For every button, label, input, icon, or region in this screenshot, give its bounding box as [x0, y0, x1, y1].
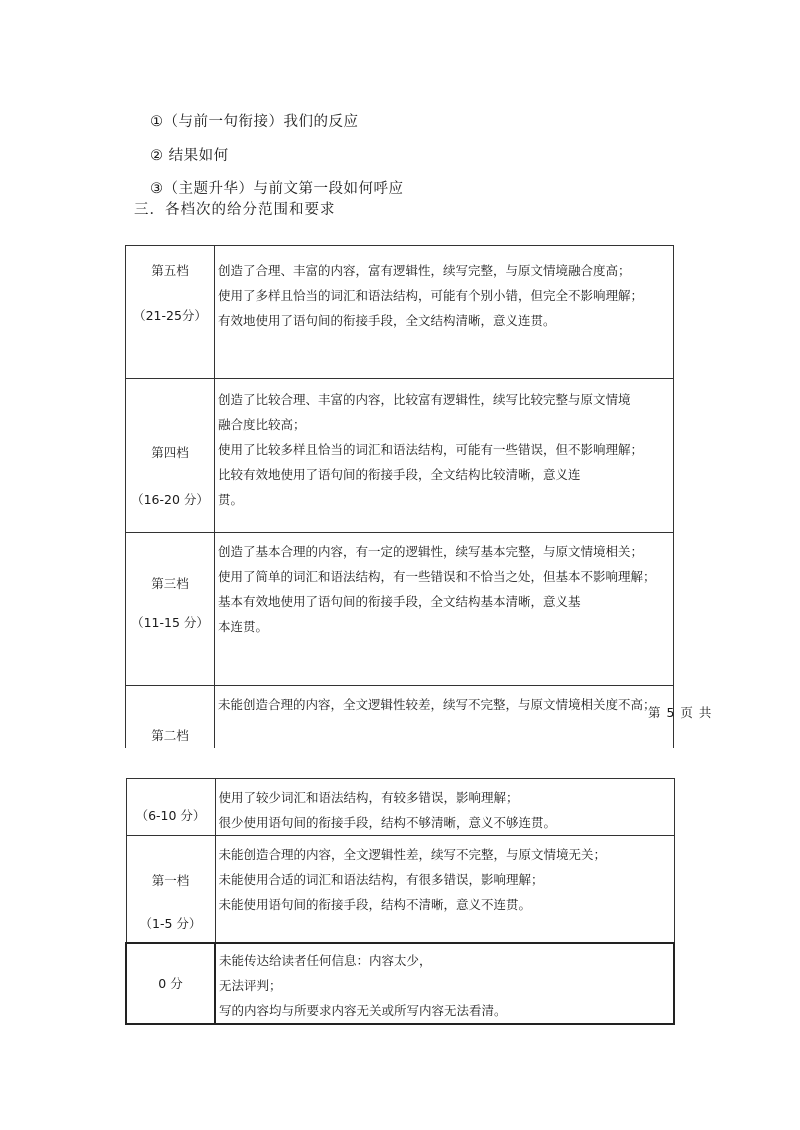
page-footer: 第 5 页 共	[648, 705, 713, 720]
level-range: （11-15 分）	[131, 615, 209, 630]
description-cell	[215, 246, 674, 379]
description-line: 创造了基本合理的内容，有一定的逻辑性，续写基本完整，与原文情境相关；	[218, 544, 644, 559]
level-name: 第五档	[151, 263, 189, 278]
description-cell	[215, 686, 674, 748]
table-row	[126, 379, 674, 533]
rubric-table-part2	[125, 778, 675, 1025]
description-cell	[215, 533, 674, 686]
description-line: 无法评判；	[219, 977, 282, 993]
rubric-table-part1	[125, 245, 674, 748]
level-name: 第三档	[151, 576, 189, 591]
description-line: 未能创造合理的内容，全文逻辑性较差，续写不完整，与原文情境相关度不高；	[218, 697, 656, 712]
level-cell	[126, 533, 215, 686]
description-line: 未能传达给读者任何信息：内容太少，	[219, 952, 432, 968]
table-row	[126, 686, 674, 748]
description-cell	[215, 779, 674, 836]
description-line: 贯。	[218, 492, 244, 507]
description-line: 创造了比较合理、丰富的内容，比较富有逻辑性，续写比较完整与原文情境	[218, 392, 631, 407]
description-cell	[215, 379, 674, 533]
level-name: 第四档	[151, 444, 189, 460]
level-cell	[126, 246, 215, 379]
description-line: 使用了较少词汇和语法结构，有较多错误，影响理解；	[218, 790, 519, 805]
section-heading: 三．各档次的给分范围和要求	[134, 202, 336, 218]
level-cell	[126, 779, 215, 836]
description-line: 未能创造合理的内容，全文逻辑性差，续写不完整，与原文情境无关；	[218, 847, 607, 862]
level-range: （6-10 分）	[135, 808, 206, 823]
table-row	[126, 836, 674, 943]
level-cell	[126, 379, 215, 533]
table-row	[126, 533, 674, 686]
level-name: 第一档	[151, 873, 190, 888]
level-range: （1-5 分）	[139, 916, 202, 931]
table-row	[126, 779, 674, 836]
table-row	[126, 943, 674, 1024]
description-line: 很少使用语句间的衔接手段，结构不够清晰，意义不够连贯。	[218, 815, 557, 830]
table-row	[126, 246, 674, 379]
description-line: 使用了比较多样且恰当的词汇和语法结构，可能有一些错误，但不影响理解；	[218, 442, 644, 457]
level-cell	[126, 943, 215, 1024]
description-line: 使用了多样且恰当的词汇和语法结构，可能有个别小错，但完全不影响理解；	[218, 288, 644, 303]
description-line: 使用了简单的词汇和语法结构，有一些错误和不恰当之处，但基本不影响理解；	[218, 569, 656, 584]
level-range: （21-25分）	[133, 308, 207, 323]
description-line: 基本有效地使用了语句间的衔接手段，全文结构基本清晰，意义基	[218, 594, 581, 609]
description-line: 融合度比较高；	[218, 417, 306, 432]
description-line: 未能使用合适的词汇和语法结构，有很多错误，影响理解；	[218, 872, 544, 887]
list-item-1: ①（与前一句衔接）我们的反应	[150, 114, 359, 130]
level-name: 0 分	[158, 975, 183, 991]
description-line: 有效地使用了语句间的衔接手段，全文结构清晰，意义连贯。	[218, 313, 556, 328]
description-line: 创造了合理、丰富的内容，富有逻辑性，续写完整，与原文情境融合度高；	[218, 263, 631, 278]
level-cell	[126, 836, 215, 943]
description-cell	[215, 943, 674, 1024]
description-line: 比较有效地使用了语句间的衔接手段，全文结构比较清晰，意义连	[218, 467, 581, 482]
description-line: 写的内容均与所要求内容无关或所写内容无法看清。	[219, 1002, 507, 1018]
list-item-3: ③（主题升华）与前文第一段如何呼应	[150, 181, 404, 197]
list-item-2: ② 结果如何	[150, 148, 229, 164]
description-line: 未能使用语句间的衔接手段，结构不清晰，意义不连贯。	[218, 897, 532, 912]
description-line: 本连贯。	[218, 619, 269, 634]
level-name: 第二档	[151, 727, 189, 743]
description-cell	[215, 836, 674, 943]
level-range: （16-20 分）	[131, 491, 209, 507]
level-cell	[126, 686, 215, 748]
